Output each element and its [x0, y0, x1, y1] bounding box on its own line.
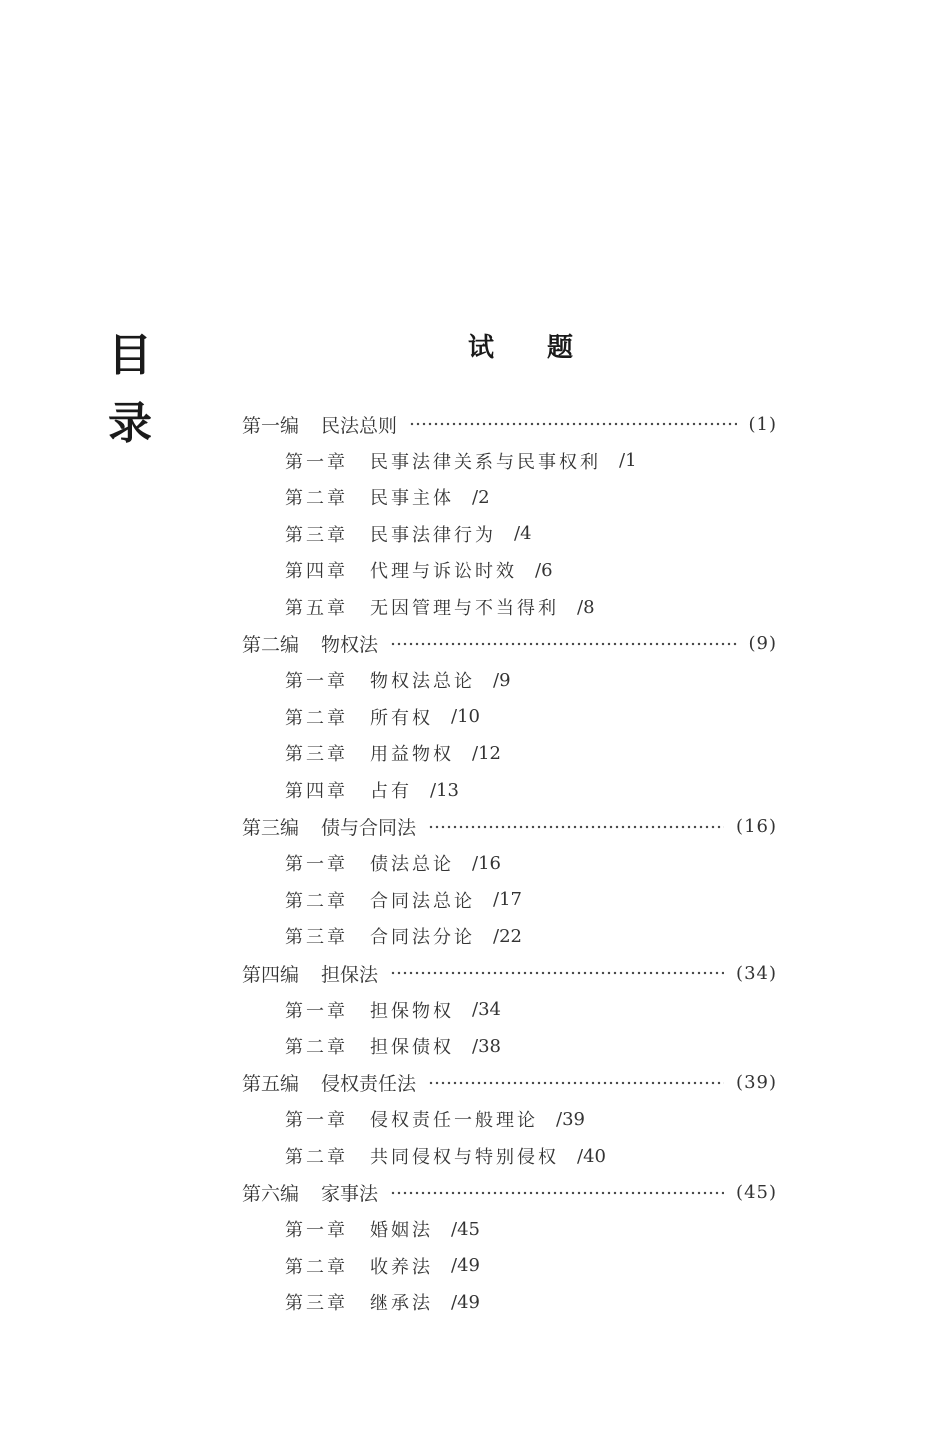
chapter-page: /1 — [619, 450, 637, 472]
chapter-title: 占有 — [370, 781, 412, 802]
toc-chapter[interactable] — [285, 446, 637, 476]
part-title: 侵权责任法 — [321, 1073, 417, 1096]
part-page: (45) — [736, 1182, 777, 1204]
toc-chapter[interactable] — [285, 1287, 480, 1317]
toc-chapter[interactable] — [285, 1104, 585, 1134]
chapter-title: 合同法分论 — [370, 927, 475, 949]
section-heading: 试 题 — [468, 333, 596, 363]
toc-chapter[interactable] — [285, 995, 501, 1025]
chapter-page: /45 — [451, 1218, 480, 1240]
chapter-number: 第二章 — [285, 1037, 348, 1059]
chapter-page: /39 — [556, 1108, 585, 1130]
chapter-number: 第二章 — [285, 1256, 348, 1278]
chapter-number: 第二章 — [285, 1147, 348, 1168]
chapter-title: 共同侵权与特别侵权 — [370, 1147, 559, 1168]
chapter-number: 第三章 — [285, 927, 348, 949]
chapter-title: 侵权责任一般理论 — [370, 1110, 538, 1132]
part-title: 民法总则 — [321, 414, 398, 437]
chapter-number: 第一章 — [285, 1110, 348, 1132]
part-title: 物权法 — [321, 634, 379, 657]
chapter-title: 债法总论 — [370, 854, 454, 876]
part-page: (9) — [748, 633, 777, 655]
part-number: 第六编 — [242, 1183, 300, 1206]
toc-part-2[interactable] — [242, 629, 777, 659]
chapter-page: /17 — [493, 889, 522, 911]
chapter-page: /4 — [514, 523, 532, 545]
side-title — [108, 322, 152, 458]
chapter-title: 收养法 — [370, 1256, 433, 1278]
chapter-number: 第三章 — [285, 524, 348, 546]
chapter-page: /13 — [430, 779, 459, 801]
part-page: (16) — [736, 816, 777, 838]
toc-chapter[interactable] — [285, 1214, 480, 1244]
part-number: 第二编 — [242, 634, 300, 657]
chapter-title: 民事主体 — [370, 488, 454, 510]
part-title: 债与合同法 — [321, 817, 417, 840]
chapter-number: 第一章 — [285, 854, 348, 876]
toc-chapter[interactable] — [285, 1141, 606, 1171]
chapter-page: /9 — [493, 669, 511, 691]
chapter-title: 物权法总论 — [370, 671, 475, 693]
toc-chapter[interactable] — [285, 702, 480, 732]
chapter-number: 第四章 — [285, 781, 348, 802]
chapter-title: 婚姻法 — [370, 1220, 433, 1242]
toc-chapter[interactable] — [285, 848, 501, 878]
dot-leader — [428, 825, 724, 829]
part-number: 第一编 — [242, 414, 300, 437]
chapter-page: /16 — [472, 852, 501, 874]
chapter-page: /40 — [577, 1145, 606, 1167]
chapter-number: 第一章 — [285, 671, 348, 693]
chapter-title: 合同法总论 — [370, 890, 475, 912]
part-page: (39) — [736, 1072, 777, 1094]
toc-chapter[interactable] — [285, 519, 532, 549]
chapter-title: 民事法律关系与民事权利 — [370, 451, 601, 473]
toc-part-3[interactable] — [242, 812, 777, 842]
part-title: 家事法 — [321, 1183, 379, 1206]
toc-part-6[interactable] — [242, 1178, 777, 1208]
chapter-page: /6 — [535, 559, 553, 581]
chapter-number: 第三章 — [285, 1293, 348, 1315]
dot-leader — [390, 971, 724, 975]
dot-leader — [428, 1081, 724, 1085]
chapter-number: 第一章 — [285, 1000, 348, 1022]
chapter-page: /2 — [472, 486, 490, 508]
part-number: 第五编 — [242, 1073, 300, 1096]
chapter-page: /38 — [472, 1035, 501, 1057]
chapter-title: 担保债权 — [370, 1037, 454, 1059]
chapter-page: /22 — [493, 925, 522, 947]
part-page: (34) — [736, 962, 777, 984]
chapter-page: /10 — [451, 706, 480, 728]
chapter-number: 第二章 — [285, 890, 348, 912]
toc-chapter[interactable] — [285, 592, 595, 622]
chapter-title: 继承法 — [370, 1293, 433, 1315]
chapter-page: /49 — [451, 1255, 480, 1277]
chapter-number: 第三章 — [285, 744, 348, 766]
chapter-title: 所有权 — [370, 707, 433, 729]
dot-leader — [390, 1191, 724, 1195]
chapter-page: /12 — [472, 742, 501, 764]
side-title-char-2: 录 — [108, 398, 152, 449]
toc-chapter[interactable] — [285, 775, 459, 805]
chapter-page: /49 — [451, 1291, 480, 1313]
chapter-page: /8 — [577, 596, 595, 618]
chapter-title: 用益物权 — [370, 744, 454, 766]
toc-chapter[interactable] — [285, 665, 511, 695]
chapter-number: 第一章 — [285, 451, 348, 473]
dot-leader — [409, 422, 736, 426]
toc-chapter[interactable] — [285, 885, 522, 915]
part-page: (1) — [748, 413, 777, 435]
part-number: 第四编 — [242, 963, 300, 986]
dot-leader — [390, 642, 736, 646]
chapter-page: /34 — [472, 999, 501, 1021]
toc-chapter[interactable] — [285, 738, 501, 768]
chapter-title: 代理与诉讼时效 — [370, 561, 517, 583]
chapter-title: 民事法律行为 — [370, 524, 496, 546]
chapter-title: 担保物权 — [370, 1000, 454, 1022]
toc-chapter[interactable] — [285, 1031, 501, 1061]
chapter-number: 第二章 — [285, 488, 348, 510]
toc-part-1[interactable] — [242, 409, 777, 439]
chapter-number: 第一章 — [285, 1220, 348, 1242]
chapter-number: 第五章 — [285, 598, 348, 619]
toc-chapter[interactable] — [285, 482, 490, 512]
part-number: 第三编 — [242, 817, 300, 840]
toc-part-5[interactable] — [242, 1068, 777, 1098]
toc-chapter[interactable] — [285, 921, 522, 951]
chapter-title: 无因管理与不当得利 — [370, 598, 559, 619]
side-title-char-1: 目 — [108, 330, 152, 381]
toc-part-4[interactable] — [242, 958, 777, 988]
chapter-number: 第二章 — [285, 707, 348, 729]
chapter-number: 第四章 — [285, 561, 348, 583]
toc-chapter[interactable] — [285, 555, 553, 585]
toc-chapter[interactable] — [285, 1251, 480, 1281]
part-title: 担保法 — [321, 963, 379, 986]
